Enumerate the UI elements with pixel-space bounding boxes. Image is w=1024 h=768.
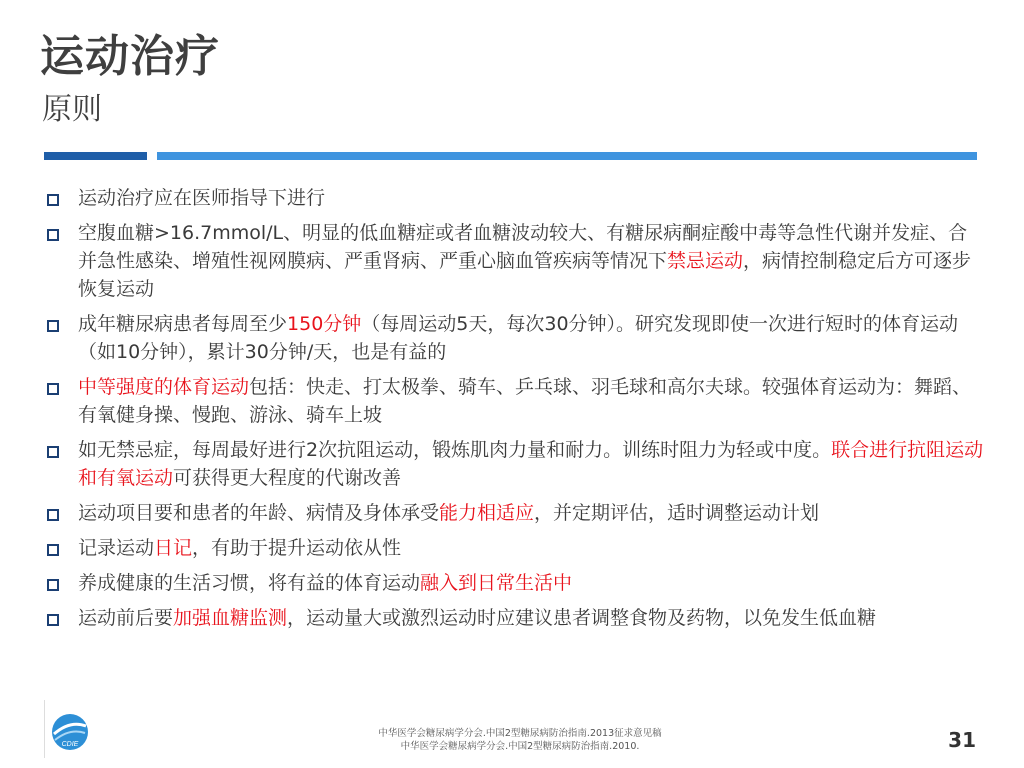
bullet-text-part: 包括：快走、打太极拳、骑车、乒乓球、羽毛球和高尔夫球。较强体育运动为：舞蹈、有氧健身操、慢跑、游泳、骑车上坡 [78,376,972,426]
square-bullet-icon [47,446,59,458]
bullet-item [44,604,984,632]
highlighted-text: 中等强度的体育运动 [78,376,250,398]
square-bullet-icon [47,229,59,241]
square-bullet-icon [47,383,59,395]
square-bullet-icon [47,544,59,556]
bullet-text-part: 如无禁忌症，每周最好进行2次抗阻运动，锻炼肌肉力量和耐力。训练时阻力为轻或中度。 [78,439,832,461]
bullet-text-part: ，运动量大或激烈运动时应建议患者调整食物及药物，以免发生低血糖 [287,607,877,629]
bullet-item [44,219,984,303]
reference-1: 中华医学会糖尿病学分会.中国2型糖尿病防治指南.2013征求意见稿 [378,728,662,739]
cdie-logo-icon [50,712,90,752]
bullet-item [44,436,984,492]
footer-divider [44,700,45,758]
bullet-text-part: ，并定期评估，适时调整运动计划 [534,502,820,524]
highlighted-text: 150分钟 [287,313,362,335]
header-bar-dark [44,152,147,160]
bullet-text [78,313,958,363]
bullet-text [78,187,325,209]
bullet-text-part: 空腹血糖>16.7mmol/L、明显的低血糖症或者血糖波动较大、有糖尿病酮症酸中毒等急性代谢并发症、合并急性感染、增殖性视网膜病、严重肾病、严重心脑血管疾病等情况下 [78,222,968,272]
bullet-text-part: 记录运动 [78,537,155,559]
square-bullet-icon [47,614,59,626]
bullet-item [44,310,984,366]
bullet-text [78,502,819,524]
bullet-text-part: ，有助于提升运动依从性 [192,537,402,559]
highlighted-text: 融入到日常生活中 [420,572,573,594]
bullet-list [44,184,984,639]
bullet-text [78,439,983,489]
bullet-item [44,569,984,597]
page-number: 31 [948,728,976,752]
slide-title: 运动治疗 [40,31,220,82]
bullet-item [44,499,984,527]
bullet-item [44,373,984,429]
bullet-text [78,607,876,629]
bullet-text-part: ，病情控制稳定后方可逐步恢复运动 [78,250,972,300]
header-bar-light [157,152,977,160]
bullet-text-part: 成年糖尿病患者每周至少 [78,313,288,335]
logo-text: CDIE [61,741,79,748]
square-bullet-icon [47,509,59,521]
square-bullet-icon [47,320,59,332]
bullet-text-part: 运动项目要和患者的年龄、病情及身体承受 [78,502,440,524]
bullet-item [44,534,984,562]
bullet-text [78,222,971,300]
square-bullet-icon [47,194,59,206]
highlighted-text: 联合进行抗阻运动和有氧运动 [78,439,984,489]
bullet-text-part: 运动治疗应在医师指导下进行 [78,187,326,209]
square-bullet-icon [47,579,59,591]
bullet-text-part: （每周运动5天，每次30分钟）。研究发现即使一次进行短时的体育运动（如10分钟），累计30分钟/天，也是有益的 [78,313,959,363]
bullet-text [78,537,401,559]
bullet-text [78,376,971,426]
highlighted-text: 日记 [154,537,193,559]
highlighted-text: 禁忌运动 [667,250,744,272]
slide-subtitle: 原则 [42,92,102,127]
reference-2: 中华医学会糖尿病学分会.中国2型糖尿病防治指南.2010. [400,741,640,752]
bullet-text-part: 可获得更大程度的代谢改善 [173,467,402,489]
bullet-item [44,184,984,212]
highlighted-text: 加强血糖监测 [173,607,288,629]
bullet-text [78,572,572,594]
bullet-text-part: 运动前后要 [78,607,174,629]
highlighted-text: 能力相适应 [439,502,535,524]
bullet-text-part: 养成健康的生活习惯，将有益的体育运动 [78,572,421,594]
